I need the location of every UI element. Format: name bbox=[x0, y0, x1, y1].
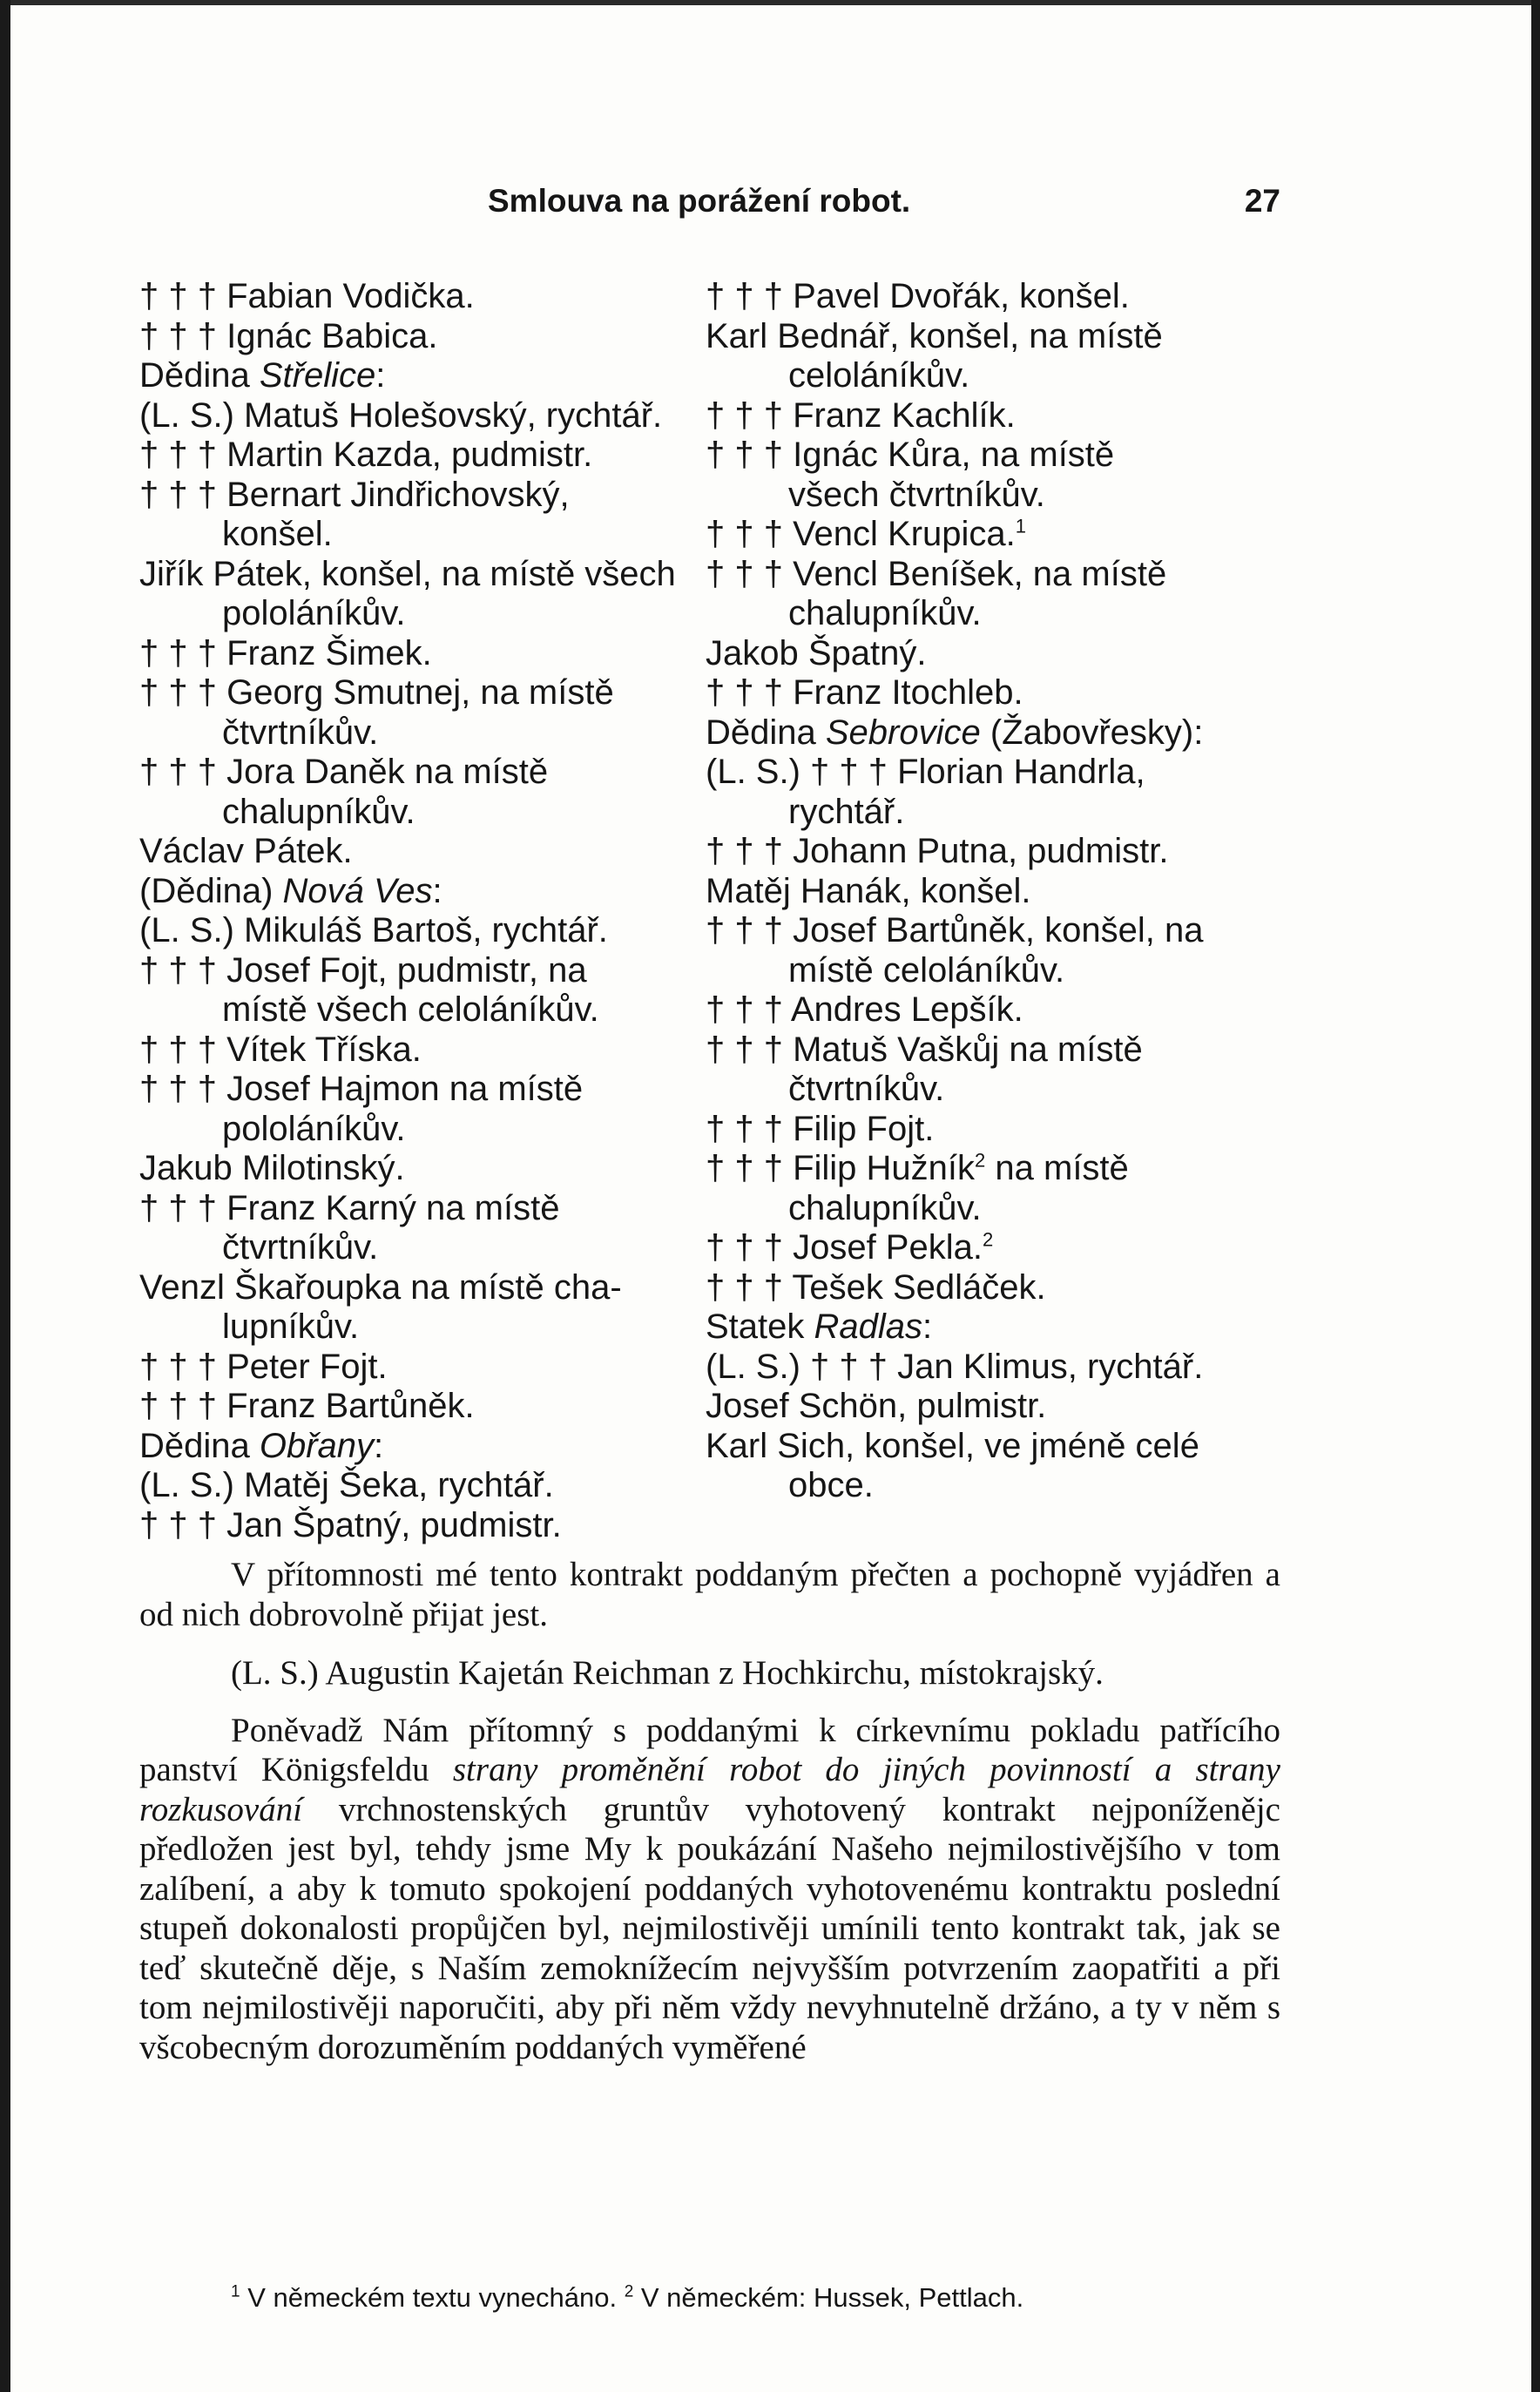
line-text: (L. S.) Matuš Holešovský, rychtář. bbox=[139, 395, 663, 435]
signature-line bbox=[139, 317, 671, 357]
line-text: Karl Bednář, konšel, na místě bbox=[706, 316, 1163, 355]
line-suffix: (Žabovřesky): bbox=[980, 713, 1204, 752]
line-text: † † † Ignác Babica. bbox=[139, 316, 438, 355]
scan-right-edge bbox=[1531, 0, 1540, 2392]
signature-line bbox=[706, 713, 1280, 753]
paragraph-presence: V přítomnosti mé tento kontrakt poddaným přečten a pochopně vyjádřen a od nich dobrovolně přijat jest. bbox=[139, 1556, 1280, 1633]
signature-line bbox=[706, 436, 1280, 476]
line-text: † † † Franz Karný na místě bbox=[139, 1188, 560, 1227]
signature-line bbox=[139, 594, 671, 634]
signature-line bbox=[706, 317, 1280, 357]
line-text: (L. S.) Mikuláš Bartoš, rychtář. bbox=[139, 911, 608, 949]
line-text: Václav Pátek. bbox=[139, 832, 353, 870]
signature-line bbox=[706, 793, 1280, 833]
line-prefix: Dědina bbox=[139, 356, 260, 395]
line-text: čtvrtníkův. bbox=[788, 1070, 945, 1108]
line-text: † † † Vencl Beníšek, na místě bbox=[706, 554, 1167, 593]
signature-line bbox=[139, 1506, 671, 1546]
line-prefix: Dědina bbox=[139, 1426, 260, 1465]
signature-line bbox=[139, 1228, 671, 1268]
footnote-marker-2: 2 bbox=[624, 2282, 634, 2301]
line-text: všech čtvrtníkův. bbox=[788, 475, 1045, 514]
signature-line bbox=[139, 396, 671, 436]
line-prefix: Statek bbox=[706, 1307, 814, 1346]
signature-line bbox=[139, 673, 671, 713]
signature-line bbox=[706, 990, 1280, 1030]
line-text: konšel. bbox=[222, 515, 333, 553]
footnote-text-2: V německém: Hussek, Pettlach. bbox=[633, 2282, 1024, 2313]
line-text: † † † Josef Hajmon na místě bbox=[139, 1070, 584, 1108]
line-text: pololáníkův. bbox=[222, 594, 406, 632]
signature-line bbox=[139, 1110, 671, 1150]
line-text: † † † Josef Bartůněk, konšel, na bbox=[706, 911, 1204, 949]
running-title: Smlouva na porážení robot. bbox=[488, 183, 911, 219]
signature-line bbox=[139, 356, 671, 396]
line-text: † † † Martin Kazda, pudmistr. bbox=[139, 436, 593, 474]
line-text: rychtář. bbox=[788, 792, 905, 831]
line-text: † † † Pavel Dvořák, konšel. bbox=[706, 277, 1130, 315]
line-suffix: : bbox=[922, 1307, 933, 1346]
signature-line bbox=[139, 1348, 671, 1388]
line-text: obce. bbox=[788, 1466, 874, 1504]
signature-line bbox=[706, 1268, 1280, 1308]
signature-line bbox=[139, 872, 671, 912]
line-text: † † † Matuš Vaškůj na místě bbox=[706, 1030, 1143, 1069]
signature-line bbox=[139, 713, 671, 753]
line-text: chalupníkův. bbox=[788, 594, 982, 632]
line-text: místě celoláníkův. bbox=[788, 950, 1065, 990]
line-suffix: : bbox=[374, 1426, 384, 1465]
line-text: † † † Franz Šimek. bbox=[139, 633, 432, 672]
line-text: † † † Josef Fojt, pudmistr, na bbox=[139, 950, 587, 990]
signature-line bbox=[139, 1307, 671, 1348]
signature-line bbox=[706, 1030, 1280, 1071]
footnote-text-1: V německém textu vynecháno. bbox=[240, 2282, 625, 2313]
line-text: (L. S.) † † † Florian Handrla, bbox=[706, 753, 1145, 791]
signature-line bbox=[706, 1348, 1280, 1388]
signature-line bbox=[706, 1307, 1280, 1348]
signature-line bbox=[706, 396, 1280, 436]
line-text: † † † Vítek Tříska. bbox=[139, 1030, 422, 1069]
signature-line bbox=[139, 911, 671, 951]
line-text: † † † Peter Fojt. bbox=[139, 1347, 388, 1386]
scan-top-edge bbox=[0, 0, 1540, 5]
signature-line bbox=[139, 515, 671, 555]
body-text bbox=[139, 1555, 1280, 2067]
signature-line bbox=[139, 436, 671, 476]
signature-line bbox=[139, 634, 671, 674]
footnote-ref: 2 bbox=[982, 1228, 994, 1251]
line-prefix: (Dědina) bbox=[139, 871, 283, 910]
line-suffix: na místě bbox=[985, 1149, 1129, 1187]
footnote-ref: 1 bbox=[1015, 515, 1027, 537]
signature-line bbox=[139, 1427, 671, 1467]
signature-line bbox=[706, 1149, 1280, 1189]
signature-line bbox=[139, 554, 676, 595]
signature-line bbox=[706, 356, 1280, 396]
village-name: Střelice bbox=[259, 356, 376, 395]
line-text: † † † Filip Fojt. bbox=[706, 1109, 935, 1148]
line-suffix: : bbox=[432, 871, 442, 910]
paragraph-confirmation-part-1: Poněvadž Nám přítomný s poddanými k církevnímu pokladu patřícího panství Königsfeldu bbox=[139, 1711, 1280, 1788]
paragraph-confirmation bbox=[139, 1711, 1280, 2068]
line-text: Venzl Škařoupka na místě cha- bbox=[139, 1267, 622, 1307]
signature-line bbox=[706, 277, 1280, 317]
signature-line bbox=[139, 1466, 671, 1506]
line-text: místě všech celoláníkův. bbox=[222, 990, 599, 1029]
line-text: Josef Schön, pulmistr. bbox=[706, 1387, 1047, 1425]
village-name: Sebrovice bbox=[825, 713, 981, 752]
signature-line bbox=[706, 476, 1280, 516]
line-text: † † † Ignác Kůra, na místě bbox=[706, 436, 1115, 474]
signature-line bbox=[139, 1149, 671, 1189]
signature-line bbox=[706, 555, 1280, 595]
village-name: Nová Ves bbox=[282, 871, 433, 910]
signature-line bbox=[706, 1228, 1280, 1268]
line-text: † † † Andres Lepšík. bbox=[706, 990, 1023, 1029]
signature-line bbox=[706, 515, 1280, 555]
signature-line bbox=[706, 1466, 1280, 1506]
line-text: Jiřík Pátek, konšel, na místě všech bbox=[139, 554, 676, 593]
village-name: Obřany bbox=[259, 1426, 375, 1465]
signature-line bbox=[706, 832, 1280, 872]
footnote-marker-1: 1 bbox=[231, 2282, 240, 2301]
paragraph-signature: (L. S.) Augustin Kajetán Reichman z Hochkirchu, místokrajský. bbox=[231, 1654, 1104, 1692]
line-text: chalupníkův. bbox=[222, 792, 415, 831]
line-text: † † † Filip Hužník bbox=[706, 1149, 976, 1187]
line-text: celoláníkův. bbox=[788, 356, 970, 395]
page-header bbox=[139, 174, 1280, 226]
signature-line bbox=[139, 990, 671, 1030]
footnote-rule bbox=[139, 2275, 1280, 2277]
signature-line bbox=[706, 1427, 1280, 1467]
page-number: 27 bbox=[1244, 183, 1280, 219]
line-text: Jakob Špatný. bbox=[706, 633, 927, 672]
left-column bbox=[139, 277, 676, 1545]
village-name: Radlas bbox=[814, 1307, 923, 1346]
line-text: † † † Franz Bartůněk. bbox=[139, 1387, 475, 1425]
line-text: Karl Sich, konšel, ve jméně celé bbox=[706, 1426, 1199, 1465]
footnotes bbox=[139, 2282, 1280, 2314]
signature-line bbox=[706, 673, 1280, 713]
line-prefix: Dědina bbox=[706, 713, 826, 752]
scan-left-edge bbox=[0, 0, 10, 2392]
signature-line bbox=[139, 832, 671, 872]
footnote-ref: 2 bbox=[975, 1149, 986, 1172]
line-text: lupníkův. bbox=[222, 1307, 360, 1346]
line-text: † † † Franz Kachlík. bbox=[706, 395, 1016, 435]
line-text: † † † Johann Putna, pudmistr. bbox=[706, 832, 1169, 870]
signature-line bbox=[706, 594, 1280, 634]
signature-line bbox=[139, 1070, 671, 1110]
signature-line bbox=[139, 1268, 671, 1308]
line-suffix: : bbox=[375, 356, 386, 395]
signature-line bbox=[139, 476, 671, 516]
signature-line bbox=[706, 1189, 1280, 1229]
line-text: (L. S.) † † † Jan Klimus, rychtář. bbox=[706, 1347, 1204, 1386]
line-text: † † † Fabian Vodička. bbox=[139, 277, 475, 315]
signature-line bbox=[706, 1070, 1280, 1110]
line-text: † † † Georg Smutnej, na místě bbox=[139, 673, 614, 712]
paragraph-confirmation-italic: strany proměnění robot do jiných povinností a strany rozkusování bbox=[139, 1751, 1280, 1828]
line-text: † † † Jan Špatný, pudmistr. bbox=[139, 1505, 562, 1544]
signature-line bbox=[706, 753, 1280, 793]
line-text: † † † Vencl Krupica. bbox=[706, 515, 1016, 553]
signature-line bbox=[139, 951, 671, 991]
line-text: Jakub Milotinský. bbox=[139, 1149, 405, 1187]
signature-line bbox=[706, 911, 1280, 951]
line-text: chalupníkův. bbox=[788, 1188, 982, 1227]
signature-line bbox=[706, 872, 1280, 912]
line-text: † † † Franz Itochleb. bbox=[706, 673, 1023, 712]
signature-line bbox=[139, 793, 671, 833]
line-text: (L. S.) Matěj Šeka, rychtář. bbox=[139, 1466, 554, 1504]
line-text: čtvrtníkův. bbox=[222, 1228, 379, 1267]
right-column bbox=[706, 277, 1280, 1506]
line-text: † † † Bernart Jindřichovský, bbox=[139, 475, 570, 514]
line-text: † † † Josef Pekla. bbox=[706, 1228, 983, 1267]
signature-line bbox=[139, 277, 671, 317]
signature-line bbox=[706, 1110, 1280, 1150]
signature-line bbox=[706, 1387, 1280, 1427]
signature-line bbox=[706, 634, 1280, 674]
signature-line bbox=[139, 753, 671, 793]
line-text: Matěj Hanák, konšel. bbox=[706, 871, 1031, 910]
line-text: † † † Tešek Sedláček. bbox=[706, 1267, 1046, 1307]
signature-line bbox=[139, 1030, 671, 1071]
line-text: pololáníkův. bbox=[222, 1109, 406, 1148]
signature-line bbox=[139, 1189, 671, 1229]
signature-line bbox=[139, 1387, 671, 1427]
page bbox=[139, 174, 1280, 2313]
line-text: čtvrtníkův. bbox=[222, 713, 379, 752]
signature-line bbox=[706, 951, 1280, 991]
paragraph-confirmation-part-2: vrchnostenských gruntův vyhotovený kontrakt nejponíženějc předložen jest byl, tehdy jsme My k poukázání Našeho nejmilostivějšího v tom zalíbení, a aby k tomuto spokojení poddaných vyhotovenému kontraktu poslední stupeň dokonalosti propůjčen byl, nejmilostivěji umínili tento kontrakt tak, jak se teď skutečně děje, s Naším zemoknížecím nejvyšším potvrzením zaopatřiti a při tom nejmilostivěji naporučiti, aby při něm vždy nevyhnutelně držáno, a ty v něm s všcobecným dorozuměním poddaných vyměřené bbox=[139, 1790, 1280, 2066]
line-text: † † † Jora Daněk na místě bbox=[139, 753, 549, 791]
